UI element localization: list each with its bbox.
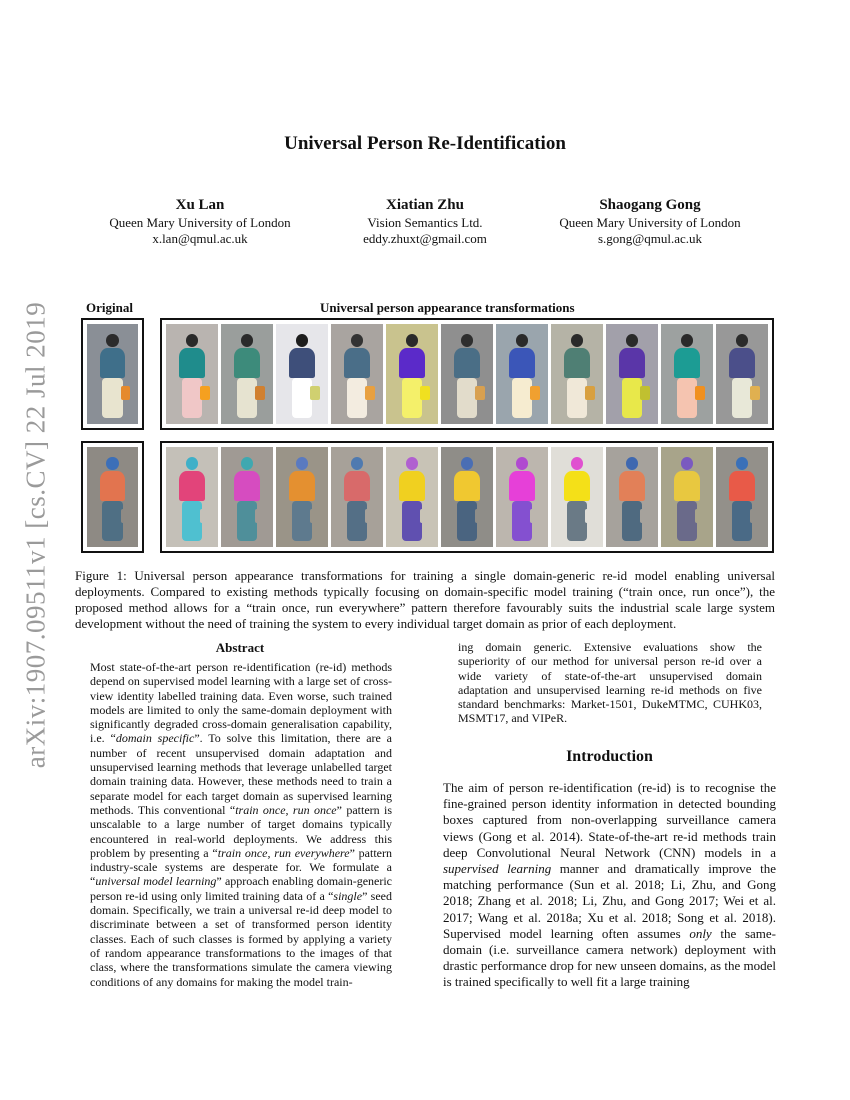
person-thumbnail xyxy=(441,447,493,547)
person-thumbnail xyxy=(386,324,438,424)
person-thumbnail xyxy=(496,447,548,547)
author-block xyxy=(100,196,300,247)
person-thumbnail xyxy=(661,324,713,424)
author-name: Xiatian Zhu xyxy=(386,197,464,213)
person-thumbnail xyxy=(551,324,603,424)
person-thumbnail xyxy=(716,447,768,547)
person-thumbnail xyxy=(441,324,493,424)
author-block xyxy=(325,196,525,247)
introduction-text: The aim of person re-identification (re-id) is to recognise the fine-grained person identity information in detected bounding boxes captured from non-overlapping surveillance camera views (Gong et al. 2014). State-of-the-art re-id methods train deep Convolutional Neural Network (CNN) models in a supervised learning manner and dramatically improve the matching performance (Sun et al. 2018; Li, Zhu, and Gong 2018; Zhang et al. 2018; Li, Zhu, and Gong 2017; Wei et al. 2017; Wang et al. 2018a; Xu et al. 2018; Song et al. 2018). Supervised model learning often assumes only the same-domain (i.e. surveillance camera network) deployment with drastic performance drop for new unseen domains, as the model is trained specifically to well fit a large training xyxy=(443,780,776,990)
author-block xyxy=(550,196,750,247)
author-name: Shaogang Gong xyxy=(599,197,701,213)
person-thumbnail xyxy=(331,447,383,547)
person-thumbnail xyxy=(166,324,218,424)
figure-label-transformations: Universal person appearance transformations xyxy=(320,300,575,315)
figure-original-panel-row2 xyxy=(81,441,144,553)
person-thumbnail xyxy=(606,447,658,547)
person-thumbnail xyxy=(87,324,138,424)
introduction-heading: Introduction xyxy=(566,748,653,765)
person-thumbnail xyxy=(661,447,713,547)
person-thumbnail xyxy=(221,447,273,547)
figure-transform-panel-row1 xyxy=(160,318,774,430)
author-affiliation: Vision Semantics Ltd. xyxy=(367,215,483,230)
person-thumbnail xyxy=(496,324,548,424)
person-thumbnail xyxy=(606,324,658,424)
person-thumbnail xyxy=(221,324,273,424)
abstract-heading: Abstract xyxy=(215,640,265,655)
person-thumbnail xyxy=(87,447,138,547)
paper-title: Universal Person Re-Identification xyxy=(284,133,566,154)
figure-original-panel-row1 xyxy=(81,318,144,430)
author-email: x.lan@qmul.ac.uk xyxy=(152,231,248,246)
person-thumbnail xyxy=(276,447,328,547)
abstract-text: Most state-of-the-art person re-identification (re-id) methods depend on supervised model learning with a large set of cross-view identity labelled training data. Even worse, such trained models are limited to only the same-domain deployment with significantly degraded cross-domain generalisation capability, i.e. “domain specific”. To solve this limitation, there are a number of recent unsupervised domain adaptation and unsupervised learning methods that leverage unlabelled target domain training data. However, these methods need to train a separate model for each target domain as supervised learning methods. This conventional “train once, run once” pattern is unscalable to a large number of target domains typically encountered in real-world deployments. We address this problem by presenting a “train once, run everywhere” pattern industry-scale systems are desperate for. We formulate a “universal model learning” approach enabling domain-generic person re-id using only limited training data of a “single” seed domain. Specifically, we train a universal re-id deep model to discriminate between a set of transformed person identity classes. Each of such classes is formed by applying a variety of random appearance transformations to the images of that class, where the transformations simulate the camera viewing conditions of any domains for making the model train- xyxy=(90,660,393,989)
arxiv-stamp xyxy=(6,300,66,770)
figure-caption: Figure 1: Universal person appearance transformations for training a single domain-generic re-id model enabling universal deployments. Compared to existing methods typically focusing on domain-specific model training (“train once, run once”), the proposed method allows for a “train once, run everywhere” pattern therefore favourably suits the industrial scale large system development without the need of training the system to every individual target domain as prior of each deployment. xyxy=(75,568,775,631)
author-email: eddy.zhuxt@gmail.com xyxy=(363,231,487,246)
person-thumbnail xyxy=(166,447,218,547)
author-affiliation: Queen Mary University of London xyxy=(109,215,291,230)
figure-label-original: Original xyxy=(86,300,133,315)
abstract-continuation: ing domain generic. Extensive evaluations show the superiority of our method for universal person re-id over a wide variety of state-of-the-art unsupervised domain adaptation and unsupervised learning re-id methods on five standard benchmarks: Market-1501, DukeMTMC, CUHK03, MSMT17, and VIPeR. xyxy=(458,640,762,726)
figure-transform-panel-row2 xyxy=(160,441,774,553)
author-email: s.gong@qmul.ac.uk xyxy=(597,231,703,246)
author-affiliation: Queen Mary University of London xyxy=(559,215,741,230)
person-thumbnail xyxy=(551,447,603,547)
arxiv-id: arXiv:1907.09511v1 [cs.CV] 22 Jul 2019 xyxy=(20,301,51,769)
person-thumbnail xyxy=(331,324,383,424)
person-thumbnail xyxy=(386,447,438,547)
author-name: Xu Lan xyxy=(175,197,225,213)
person-thumbnail xyxy=(276,324,328,424)
person-thumbnail xyxy=(716,324,768,424)
